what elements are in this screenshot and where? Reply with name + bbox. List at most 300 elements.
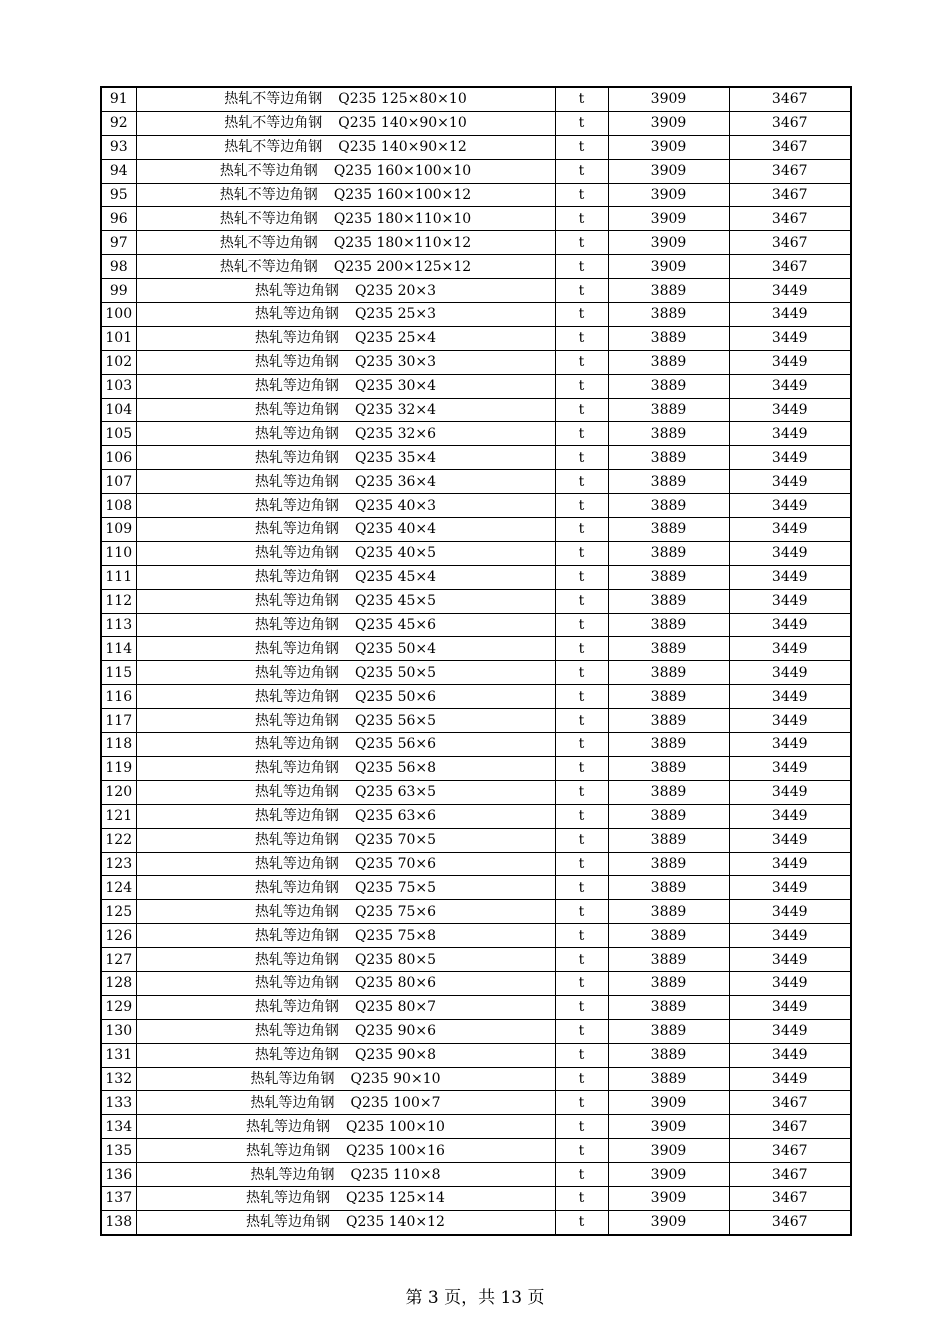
table-row xyxy=(101,565,851,589)
table-row xyxy=(101,733,851,757)
item-price-a: 3889 xyxy=(608,589,729,613)
item-description xyxy=(136,1115,555,1139)
item-description xyxy=(136,685,555,709)
row-number: 137 xyxy=(101,1186,136,1210)
item-unit: t xyxy=(555,900,608,924)
table-row xyxy=(101,350,851,374)
row-number: 111 xyxy=(101,565,136,589)
row-number: 115 xyxy=(101,661,136,685)
row-number: 135 xyxy=(101,1139,136,1163)
item-spec: Q235 75×8 xyxy=(354,927,437,944)
item-spec: Q235 90×10 xyxy=(350,1070,441,1087)
item-price-a: 3889 xyxy=(608,518,729,542)
table-row xyxy=(101,1163,851,1187)
item-price-b: 3449 xyxy=(729,326,851,350)
item-name: 热轧等边角钢 xyxy=(254,951,339,968)
item-spec: Q235 32×4 xyxy=(354,402,437,419)
item-spec: Q235 56×6 xyxy=(354,736,437,753)
item-spec: Q235 100×7 xyxy=(350,1094,441,1111)
item-name: 热轧等边角钢 xyxy=(250,1094,335,1111)
item-description xyxy=(136,183,555,207)
item-description xyxy=(136,924,555,948)
item-unit: t xyxy=(555,422,608,446)
table-row xyxy=(101,398,851,422)
item-price-b: 3467 xyxy=(729,1163,851,1187)
item-price-b: 3449 xyxy=(729,828,851,852)
item-spec: Q235 32×6 xyxy=(354,425,437,442)
table-row xyxy=(101,709,851,733)
item-price-b: 3449 xyxy=(729,279,851,303)
table-row xyxy=(101,804,851,828)
item-description xyxy=(136,207,555,231)
item-price-b: 3449 xyxy=(729,685,851,709)
item-unit: t xyxy=(555,995,608,1019)
item-name: 热轧等边角钢 xyxy=(254,832,339,849)
item-price-a: 3889 xyxy=(608,1043,729,1067)
table-row xyxy=(101,231,851,255)
item-description xyxy=(136,111,555,135)
item-description xyxy=(136,135,555,159)
row-number: 132 xyxy=(101,1067,136,1091)
table-row xyxy=(101,541,851,565)
row-number: 117 xyxy=(101,709,136,733)
item-name: 热轧不等边角钢 xyxy=(219,163,318,180)
price-table-body xyxy=(101,87,851,1235)
item-price-a: 3889 xyxy=(608,303,729,327)
item-name: 热轧不等边角钢 xyxy=(224,115,323,132)
table-row xyxy=(101,876,851,900)
item-price-b: 3467 xyxy=(729,1186,851,1210)
item-unit: t xyxy=(555,326,608,350)
item-unit: t xyxy=(555,780,608,804)
table-row xyxy=(101,374,851,398)
item-name: 热轧等边角钢 xyxy=(254,402,339,419)
item-name: 热轧等边角钢 xyxy=(246,1214,331,1231)
item-price-b: 3449 xyxy=(729,1043,851,1067)
item-name: 热轧等边角钢 xyxy=(254,1047,339,1064)
row-number: 126 xyxy=(101,924,136,948)
table-row xyxy=(101,924,851,948)
item-name: 热轧等边角钢 xyxy=(254,760,339,777)
item-price-b: 3467 xyxy=(729,111,851,135)
item-spec: Q235 90×6 xyxy=(354,1023,437,1040)
item-name: 热轧等边角钢 xyxy=(254,473,339,490)
item-description xyxy=(136,1067,555,1091)
item-spec: Q235 100×10 xyxy=(346,1118,445,1135)
table-row xyxy=(101,1210,851,1234)
item-unit: t xyxy=(555,1043,608,1067)
row-number: 105 xyxy=(101,422,136,446)
item-unit: t xyxy=(555,255,608,279)
item-name: 热轧不等边角钢 xyxy=(219,234,318,251)
item-price-b: 3449 xyxy=(729,780,851,804)
item-spec: Q235 35×4 xyxy=(354,449,437,466)
item-price-b: 3449 xyxy=(729,446,851,470)
item-price-a: 3889 xyxy=(608,398,729,422)
item-price-a: 3889 xyxy=(608,279,729,303)
item-unit: t xyxy=(555,589,608,613)
item-name: 热轧等边角钢 xyxy=(254,593,339,610)
table-row xyxy=(101,995,851,1019)
item-spec: Q235 180×110×12 xyxy=(333,234,472,251)
item-unit: t xyxy=(555,159,608,183)
item-spec: Q235 36×4 xyxy=(354,473,437,490)
row-number: 113 xyxy=(101,613,136,637)
item-description xyxy=(136,1091,555,1115)
row-number: 116 xyxy=(101,685,136,709)
item-unit: t xyxy=(555,494,608,518)
item-description xyxy=(136,255,555,279)
table-row xyxy=(101,685,851,709)
row-number: 102 xyxy=(101,350,136,374)
item-name: 热轧等边角钢 xyxy=(254,712,339,729)
table-row xyxy=(101,1115,851,1139)
item-price-b: 3449 xyxy=(729,303,851,327)
row-number: 91 xyxy=(101,87,136,111)
table-row xyxy=(101,326,851,350)
item-name: 热轧等边角钢 xyxy=(254,640,339,657)
row-number: 131 xyxy=(101,1043,136,1067)
item-price-a: 3889 xyxy=(608,494,729,518)
item-spec: Q235 80×5 xyxy=(354,951,437,968)
table-row xyxy=(101,518,851,542)
item-price-b: 3449 xyxy=(729,852,851,876)
item-spec: Q235 20×3 xyxy=(354,282,437,299)
item-spec: Q235 200×125×12 xyxy=(333,258,472,275)
item-price-a: 3889 xyxy=(608,924,729,948)
item-price-a: 3909 xyxy=(608,1163,729,1187)
item-unit: t xyxy=(555,565,608,589)
item-price-a: 3889 xyxy=(608,422,729,446)
item-price-a: 3889 xyxy=(608,804,729,828)
item-description xyxy=(136,565,555,589)
item-unit: t xyxy=(555,685,608,709)
item-price-b: 3449 xyxy=(729,541,851,565)
item-price-a: 3889 xyxy=(608,661,729,685)
row-number: 124 xyxy=(101,876,136,900)
table-row xyxy=(101,1139,851,1163)
item-spec: Q235 30×3 xyxy=(354,354,437,371)
table-row xyxy=(101,446,851,470)
item-price-b: 3467 xyxy=(729,1091,851,1115)
item-price-b: 3467 xyxy=(729,1139,851,1163)
item-unit: t xyxy=(555,350,608,374)
item-price-b: 3467 xyxy=(729,87,851,111)
item-name: 热轧等边角钢 xyxy=(246,1142,331,1159)
item-price-b: 3467 xyxy=(729,1115,851,1139)
table-row xyxy=(101,87,851,111)
item-price-a: 3909 xyxy=(608,1091,729,1115)
item-description xyxy=(136,279,555,303)
item-price-b: 3449 xyxy=(729,613,851,637)
item-name: 热轧不等边角钢 xyxy=(224,91,323,108)
item-spec: Q235 25×3 xyxy=(354,306,437,323)
item-price-a: 3889 xyxy=(608,709,729,733)
item-price-b: 3449 xyxy=(729,565,851,589)
table-row xyxy=(101,494,851,518)
item-unit: t xyxy=(555,733,608,757)
item-description xyxy=(136,876,555,900)
item-price-a: 3889 xyxy=(608,637,729,661)
item-price-b: 3449 xyxy=(729,398,851,422)
item-spec: Q235 63×6 xyxy=(354,808,437,825)
item-price-b: 3449 xyxy=(729,661,851,685)
item-price-b: 3449 xyxy=(729,733,851,757)
item-spec: Q235 45×4 xyxy=(354,569,437,586)
item-unit: t xyxy=(555,1210,608,1234)
item-price-b: 3449 xyxy=(729,1067,851,1091)
item-unit: t xyxy=(555,231,608,255)
item-name: 热轧不等边角钢 xyxy=(219,258,318,275)
item-price-b: 3449 xyxy=(729,494,851,518)
table-row xyxy=(101,1186,851,1210)
item-name: 热轧等边角钢 xyxy=(254,569,339,586)
item-price-a: 3889 xyxy=(608,780,729,804)
item-price-a: 3889 xyxy=(608,565,729,589)
row-number: 130 xyxy=(101,1019,136,1043)
item-description xyxy=(136,1186,555,1210)
item-description xyxy=(136,374,555,398)
item-description xyxy=(136,1043,555,1067)
item-name: 热轧等边角钢 xyxy=(254,903,339,920)
item-name: 热轧等边角钢 xyxy=(254,664,339,681)
table-row xyxy=(101,613,851,637)
item-price-b: 3467 xyxy=(729,159,851,183)
item-unit: t xyxy=(555,637,608,661)
item-price-a: 3909 xyxy=(608,231,729,255)
item-price-b: 3449 xyxy=(729,350,851,374)
item-description xyxy=(136,995,555,1019)
item-unit: t xyxy=(555,279,608,303)
table-row xyxy=(101,422,851,446)
table-row xyxy=(101,756,851,780)
table-row xyxy=(101,159,851,183)
row-number: 99 xyxy=(101,279,136,303)
item-unit: t xyxy=(555,948,608,972)
row-number: 114 xyxy=(101,637,136,661)
item-price-b: 3449 xyxy=(729,804,851,828)
table-row xyxy=(101,637,851,661)
item-price-b: 3467 xyxy=(729,135,851,159)
item-price-b: 3449 xyxy=(729,971,851,995)
item-price-a: 3889 xyxy=(608,326,729,350)
item-spec: Q235 50×6 xyxy=(354,688,437,705)
item-description xyxy=(136,589,555,613)
item-description xyxy=(136,87,555,111)
item-unit: t xyxy=(555,1139,608,1163)
table-row xyxy=(101,1043,851,1067)
item-spec: Q235 25×4 xyxy=(354,330,437,347)
item-unit: t xyxy=(555,971,608,995)
item-price-b: 3467 xyxy=(729,231,851,255)
item-description xyxy=(136,661,555,685)
row-number: 123 xyxy=(101,852,136,876)
item-spec: Q235 40×5 xyxy=(354,545,437,562)
item-description xyxy=(136,422,555,446)
row-number: 122 xyxy=(101,828,136,852)
item-name: 热轧等边角钢 xyxy=(254,306,339,323)
item-price-a: 3889 xyxy=(608,446,729,470)
item-description xyxy=(136,756,555,780)
row-number: 104 xyxy=(101,398,136,422)
item-name: 热轧等边角钢 xyxy=(254,784,339,801)
item-spec: Q235 80×7 xyxy=(354,999,437,1016)
item-description xyxy=(136,1210,555,1234)
item-description xyxy=(136,637,555,661)
item-unit: t xyxy=(555,518,608,542)
item-price-b: 3449 xyxy=(729,374,851,398)
item-price-b: 3449 xyxy=(729,637,851,661)
row-number: 138 xyxy=(101,1210,136,1234)
item-unit: t xyxy=(555,1115,608,1139)
item-price-a: 3909 xyxy=(608,1115,729,1139)
item-price-a: 3889 xyxy=(608,1019,729,1043)
table-row xyxy=(101,589,851,613)
item-unit: t xyxy=(555,828,608,852)
item-description xyxy=(136,948,555,972)
item-price-b: 3467 xyxy=(729,183,851,207)
item-unit: t xyxy=(555,87,608,111)
item-price-b: 3449 xyxy=(729,518,851,542)
table-row xyxy=(101,1091,851,1115)
row-number: 95 xyxy=(101,183,136,207)
item-price-a: 3889 xyxy=(608,828,729,852)
item-price-a: 3909 xyxy=(608,1186,729,1210)
table-row xyxy=(101,780,851,804)
table-row xyxy=(101,828,851,852)
item-unit: t xyxy=(555,1186,608,1210)
item-unit: t xyxy=(555,470,608,494)
item-price-a: 3909 xyxy=(608,1210,729,1234)
row-number: 121 xyxy=(101,804,136,828)
item-name: 热轧等边角钢 xyxy=(246,1118,331,1135)
item-name: 热轧等边角钢 xyxy=(250,1166,335,1183)
item-spec: Q235 50×5 xyxy=(354,664,437,681)
item-price-a: 3889 xyxy=(608,756,729,780)
item-unit: t xyxy=(555,135,608,159)
item-name: 热轧等边角钢 xyxy=(254,354,339,371)
item-spec: Q235 75×5 xyxy=(354,879,437,896)
item-price-b: 3467 xyxy=(729,255,851,279)
item-description xyxy=(136,159,555,183)
item-unit: t xyxy=(555,613,608,637)
item-name: 热轧等边角钢 xyxy=(254,545,339,562)
item-price-a: 3909 xyxy=(608,207,729,231)
row-number: 93 xyxy=(101,135,136,159)
item-description xyxy=(136,1163,555,1187)
item-name: 热轧等边角钢 xyxy=(254,449,339,466)
item-name: 热轧等边角钢 xyxy=(254,688,339,705)
row-number: 133 xyxy=(101,1091,136,1115)
item-description xyxy=(136,852,555,876)
item-description xyxy=(136,971,555,995)
item-price-a: 3889 xyxy=(608,948,729,972)
item-unit: t xyxy=(555,1163,608,1187)
item-price-b: 3467 xyxy=(729,207,851,231)
item-name: 热轧等边角钢 xyxy=(254,378,339,395)
item-price-b: 3449 xyxy=(729,589,851,613)
item-name: 热轧等边角钢 xyxy=(254,855,339,872)
item-spec: Q235 90×8 xyxy=(354,1047,437,1064)
item-description xyxy=(136,780,555,804)
item-price-a: 3889 xyxy=(608,1067,729,1091)
row-number: 103 xyxy=(101,374,136,398)
item-price-b: 3449 xyxy=(729,470,851,494)
item-description xyxy=(136,303,555,327)
item-spec: Q235 70×5 xyxy=(354,832,437,849)
row-number: 136 xyxy=(101,1163,136,1187)
item-spec: Q235 110×8 xyxy=(350,1166,441,1183)
table-row xyxy=(101,135,851,159)
row-number: 110 xyxy=(101,541,136,565)
row-number: 97 xyxy=(101,231,136,255)
item-name: 热轧等边角钢 xyxy=(254,282,339,299)
item-unit: t xyxy=(555,541,608,565)
table-row xyxy=(101,207,851,231)
item-unit: t xyxy=(555,876,608,900)
item-price-a: 3889 xyxy=(608,350,729,374)
item-name: 热轧等边角钢 xyxy=(254,736,339,753)
item-unit: t xyxy=(555,804,608,828)
item-unit: t xyxy=(555,661,608,685)
item-description xyxy=(136,900,555,924)
item-name: 热轧等边角钢 xyxy=(254,425,339,442)
table-row xyxy=(101,470,851,494)
row-number: 108 xyxy=(101,494,136,518)
item-description xyxy=(136,494,555,518)
row-number: 94 xyxy=(101,159,136,183)
item-spec: Q235 125×80×10 xyxy=(338,91,467,108)
item-spec: Q235 40×3 xyxy=(354,497,437,514)
item-unit: t xyxy=(555,446,608,470)
item-price-a: 3909 xyxy=(608,1139,729,1163)
item-price-a: 3909 xyxy=(608,87,729,111)
item-price-a: 3889 xyxy=(608,374,729,398)
item-name: 热轧等边角钢 xyxy=(254,617,339,634)
item-unit: t xyxy=(555,1091,608,1115)
table-row xyxy=(101,255,851,279)
item-price-b: 3449 xyxy=(729,900,851,924)
item-description xyxy=(136,231,555,255)
item-description xyxy=(136,518,555,542)
item-price-a: 3889 xyxy=(608,541,729,565)
item-spec: Q235 70×6 xyxy=(354,855,437,872)
item-unit: t xyxy=(555,709,608,733)
item-spec: Q235 63×5 xyxy=(354,784,437,801)
item-price-b: 3449 xyxy=(729,948,851,972)
item-spec: Q235 100×16 xyxy=(346,1142,445,1159)
row-number: 96 xyxy=(101,207,136,231)
item-unit: t xyxy=(555,1019,608,1043)
row-number: 118 xyxy=(101,733,136,757)
item-name: 热轧等边角钢 xyxy=(254,808,339,825)
item-name: 热轧不等边角钢 xyxy=(219,187,318,203)
item-spec: Q235 140×90×12 xyxy=(338,139,467,156)
table-row xyxy=(101,111,851,135)
item-spec: Q235 80×6 xyxy=(354,975,437,992)
item-description xyxy=(136,398,555,422)
item-description xyxy=(136,326,555,350)
row-number: 128 xyxy=(101,971,136,995)
item-spec: Q235 45×5 xyxy=(354,593,437,610)
item-price-b: 3467 xyxy=(729,1210,851,1234)
table-row xyxy=(101,852,851,876)
item-unit: t xyxy=(555,183,608,207)
item-spec: Q235 75×6 xyxy=(354,903,437,920)
item-price-b: 3449 xyxy=(729,709,851,733)
item-description xyxy=(136,828,555,852)
item-description xyxy=(136,541,555,565)
